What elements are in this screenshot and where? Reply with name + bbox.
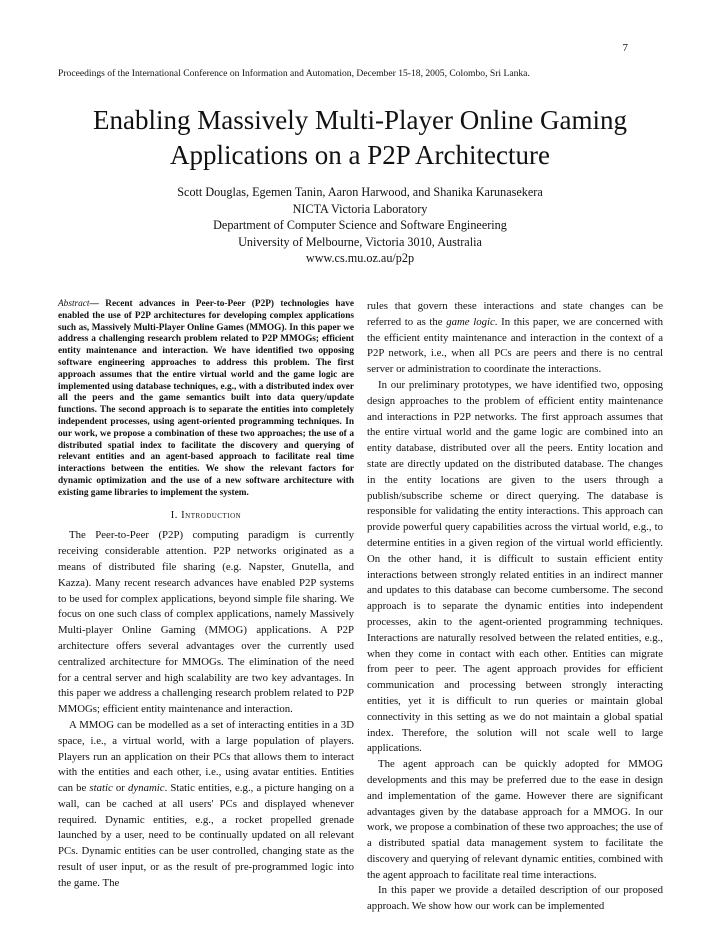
abstract-text: Recent advances in Peer-to-Peer (P2P) technologies have enabled the use of P2P architectures for developing complex applications such as, Massively Multi-Player Online Games (MMOG). In this paper we address a challenging research problem related to P2P MMOGs; efficient entity maintenance and interaction. We have identified two opposing software engineering approaches to address this problem. The first approach assumes that the entire virtual world and the game logic are implemented using database techniques, e.g., with a distributed index over all the peers and the game semantics built into data query/update functions. The second approach is to separate the entities into completely independent processes, using agent-oriented programming techniques. In our work, we propose a combination of these two approaches; the use of a distributed spatial index to facilitate the discovery and querying of relevant entities and an agent-based approach to facilitate real time interactions between the entities. We show the relevant factors for dynamic optimization and the use of a new software architecture with existing game libraries to implement the system. [58, 299, 354, 498]
author-lab: NICTA Victoria Laboratory [292, 201, 428, 216]
section-numeral: I. [170, 509, 182, 521]
title-line-1: Enabling Massively Multi-Player Online Gaming [93, 105, 627, 135]
author-department: Department of Computer Science and Software Engineering [213, 218, 507, 232]
term-static: static [89, 782, 113, 795]
right-column [367, 299, 663, 915]
author-university: University of Melbourne, Victoria 3010, Australia [238, 234, 482, 249]
right-paragraph-3: The agent approach can be quickly adopted for MMOG developments and this may be preferred due to the ease in design and implementation of the game. However there are significant advantages given by the database approach for a MMOG. In our work, we propose a combination of these two approaches; the use of a distributed spatial data management system to facilitate the discovery and querying of relevant dynamic entities, combined with the agent approach to facilitate real time interactions. [367, 758, 663, 881]
page-number: 7 [622, 42, 628, 54]
abstract [58, 299, 354, 500]
author-names: Scott Douglas, Egemen Tanin, Aaron Harwood, and Shanika Karunasekera [177, 185, 543, 199]
section-title: Introduction [181, 509, 242, 521]
term-dynamic: dynamic [128, 782, 165, 795]
title-line-2: Applications on a P2P Architecture [170, 140, 550, 170]
author-url: www.cs.mu.oz.au/p2p [305, 251, 415, 265]
right-paragraph-1: rules that govern these interactions and state changes can be referred to as the game logic. In this paper, we are concerned with the efficient entity maintenance and interaction in the context of a P2P network, i.e., when all PCs are peers and there is no central server or administration to coordinate the interactions. [367, 300, 663, 376]
paper-title [40, 103, 680, 173]
right-paragraph-2: In our preliminary prototypes, we have identified two, opposing design approaches to the problem of efficient entity maintenance and interactions in P2P networks. The first approach assumes that the entire virtual world and the game logic are combined into an entity database, distributed over all the peers. Entity location and state are directly updated on the distributed database. The changes in the entity locations are given to the users through a publish/subscribe scheme or direct querying. The database is responsible for validating the entity interactions. This approach can provide powerful query capabilities across the virtual world, e.g., to determine entities in a given region of the virtual world efficiently. On the other hand, it is difficult to sustain efficient entity interactions between strongly related entities in an indirect manner and updates to this database can become cumbersome. The second approach is to separate the dynamic entities into independent processes, akin to the agent-oriented programming techniques. Interactions are naturally resolved between the related entities, e.g., when they come in contact with each other. Entities can migrate from peer to peer. The agent approach provides for efficient communication and processing between strongly interacting entities, yet it is difficult to run queries or maintain global connectivity in this setting as we do not maintain a global spatial index. Therefore, the solution will not scale well to large applications. [367, 378, 663, 755]
left-column [58, 299, 354, 892]
intro-paragraph-2: A MMOG can be modelled as a set of interacting entities in a 3D space, i.e., a virtual world, with a large population of players. Players run an application on their PCs that allows them to interact with the entities and each other, i.e., using avatar entities. Entities can be static or dynamic. Static entities, e.g., a picture hanging on a wall, can be cached at all users' PCs and displayed whenever required. Dynamic entities, e.g., a rocket propelled grenade launched by a user, need to be continually updated on all relevant PCs. Dynamic entities can be user controlled, changing state as the result of user input, or as the result of pre-programmed logic into the game. The [58, 718, 354, 889]
author-block [40, 184, 680, 267]
intro-paragraph-1: The Peer-to-Peer (P2P) computing paradigm is currently receiving considerable attention. P2P networks originated as a means of distributed file sharing (e.g. Napster, Gnutella, and Kazza). Many recent research advances have enabled P2P systems to be used for complex applications, beyond simple file sharing. We focus on one such class of complex applications, namely Massively Multi-player Online Gaming (MMOG) applications. A P2P architecture offers several advantages over the currently used centralized architecture for MMOGs. The elimination of the need for a central server and high scalability are two key advantages. In this paper we address a challenging research problem related to P2P MMOGs; efficient entity maintenance and interaction. [58, 529, 354, 716]
right-paragraph-4: In this paper we provide a detailed description of our proposed approach. We show how our work can be implemented [367, 884, 663, 913]
section-heading-introduction [58, 508, 354, 524]
proceedings-header: Proceedings of the International Conference on Information and Automation, December 15-18, 2005, Colombo, Sri Lanka. [58, 68, 530, 79]
term-game-logic: game logic [446, 315, 495, 328]
abstract-dash: — [89, 299, 99, 309]
abstract-lead: Abstract [58, 299, 90, 309]
